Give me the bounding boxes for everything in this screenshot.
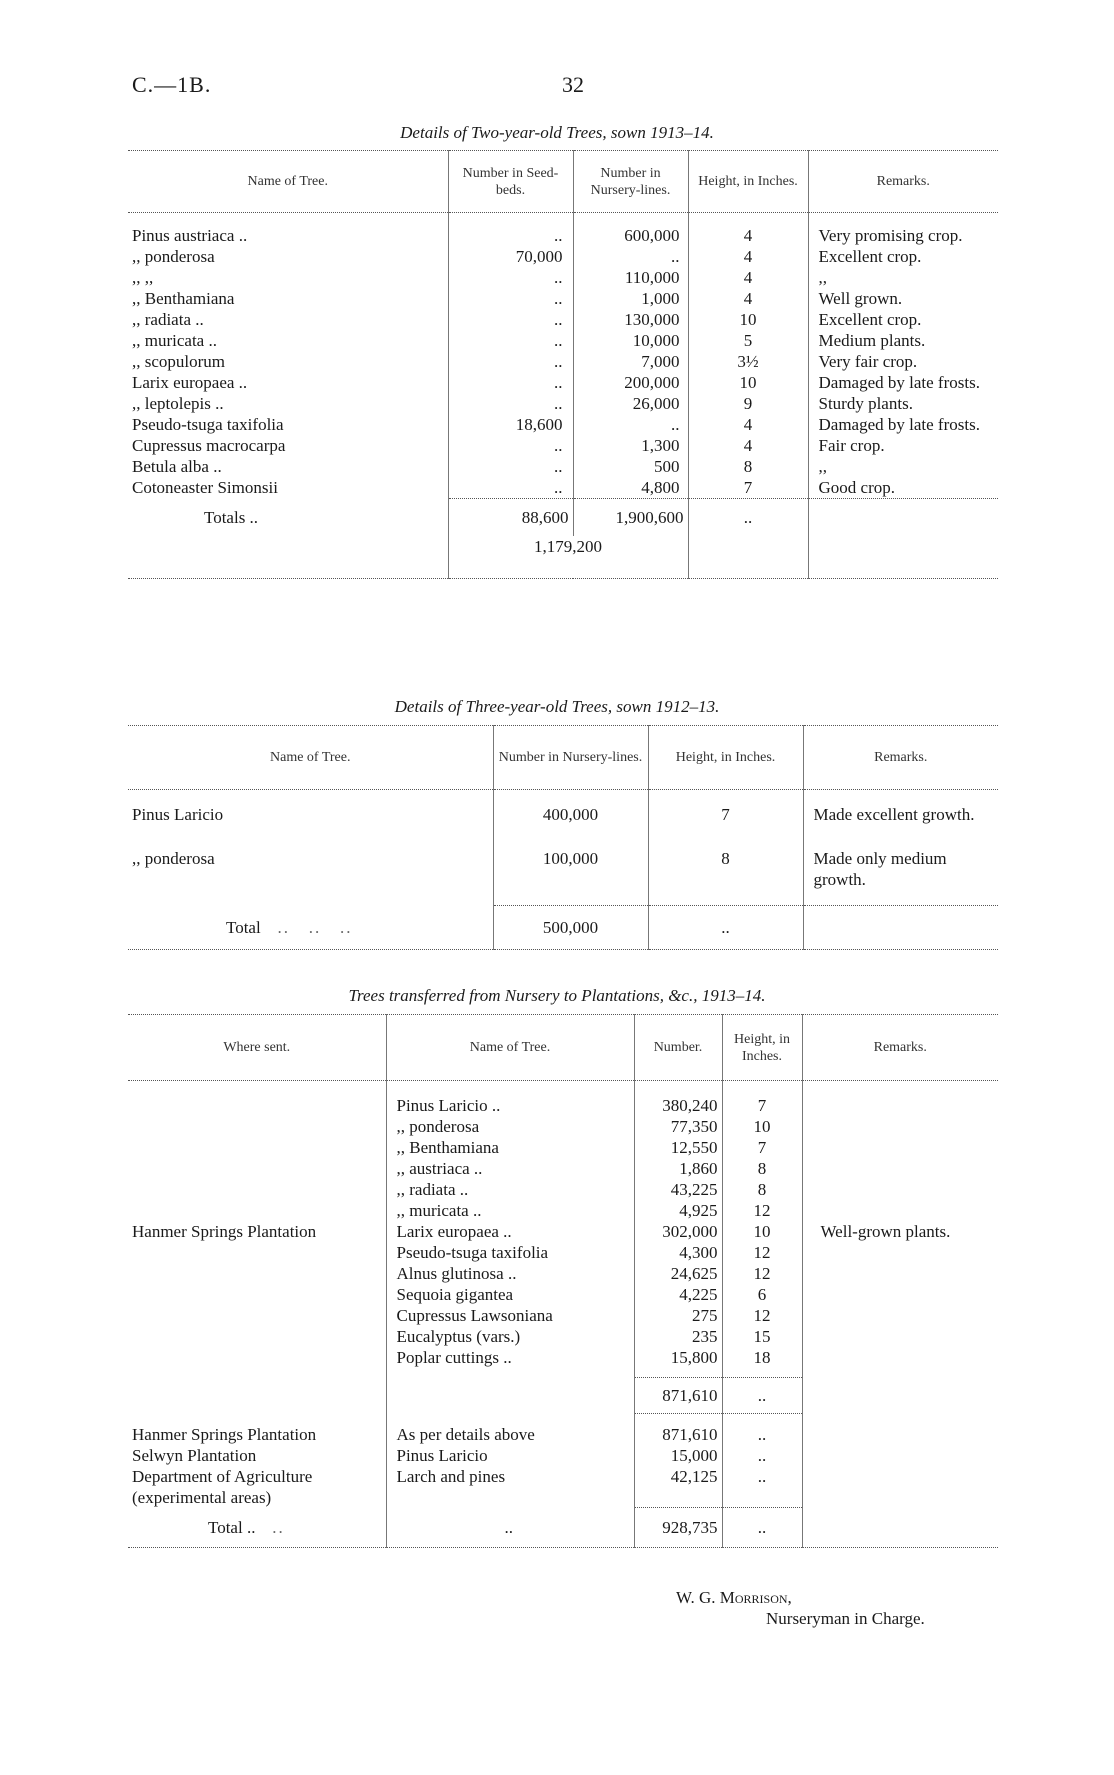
col-header-nursery-lines: Number in Nursery-lines.	[573, 151, 688, 213]
height-cell: 15	[722, 1326, 802, 1347]
table-row	[128, 288, 998, 309]
height-cell: 4	[688, 435, 808, 456]
tree-name-cell: ,, muricata ..	[386, 1200, 634, 1221]
height-cell: 4	[688, 414, 808, 435]
seed-beds-cell: ..	[448, 225, 573, 246]
total-label: Total ..	[208, 1517, 256, 1537]
remarks-cell: Excellent crop.	[808, 309, 998, 330]
height-cell: 6	[722, 1284, 802, 1305]
number-cell: 43,225	[634, 1179, 722, 1200]
where-sent-cell: Department of Agriculture (experimental areas)	[132, 1466, 313, 1507]
nursery-lines-cell: 600,000	[573, 225, 688, 246]
remarks-cell	[802, 1466, 998, 1508]
height-cell: 4	[688, 267, 808, 288]
col-header-where-sent: Where sent.	[223, 1040, 291, 1055]
height-cell: 3½	[688, 351, 808, 372]
nursery-lines-cell: 130,000	[573, 309, 688, 330]
tree-name-cell: Betula alba ..	[132, 456, 222, 476]
height-cell: 8	[688, 456, 808, 477]
table-row	[128, 1095, 998, 1116]
tree-name-cell: ,, Benthamiana	[386, 1137, 634, 1158]
where-sent-cell: Hanmer Springs Plantation	[132, 1221, 317, 1241]
number-cell: 24,625	[634, 1263, 722, 1284]
nursery-lines-cell: 7,000	[573, 351, 688, 372]
table-row	[128, 456, 998, 477]
seed-beds-cell: ..	[448, 477, 573, 499]
height-cell: 12	[722, 1242, 802, 1263]
trees-transferred-table: Where sent. Name of Tree. Number. Height, in Inches. Remarks. Hanmer Springs Plantation Pinus Laricio .. 380,240 7 Well-grown plants. ,, ponderosa 77,350 10 ,, Benthamiana 12,550 7 ,, austriaca .. 1,860 8 ,, radiata .. 43,225 8 ,, muricata .. 4,925 12 Larix europaea .. 302,000 10 Pseudo-tsuga taxifolia 4,300 12 Alnus glutinosa .. 24,625 12 Sequoia gigantea 4,225 6 Cupressus Lawsoniana 275 12 Eucalyptus (vars.) 235 15 Poplar cuttings .. 15,800 18 871,610 .. Hanmer Springs Plantation As per details above 871,610 .. Selwyn Plantation Pinus Laricio 15,000 .. Department of Agriculture (experimental areas) Larch and pines 42,125 .. Total .. .. .. 928,735 ..	[128, 1014, 998, 1548]
col-header-seed-beds: Number in Seed-beds.	[448, 151, 573, 213]
tree-name-cell: Pinus Laricio	[386, 1445, 634, 1466]
remarks-cell: Well grown.	[808, 288, 998, 309]
col-header-height: Height, in Inches.	[722, 1015, 802, 1081]
nursery-lines-cell: 400,000	[493, 804, 648, 848]
tree-name-cell: As per details above	[386, 1424, 634, 1445]
height-cell: 12	[722, 1263, 802, 1284]
height-cell: 8	[648, 848, 803, 892]
seed-beds-cell: ..	[448, 309, 573, 330]
totals-label: Totals ..	[204, 507, 259, 527]
totals-seed-beds: 88,600	[448, 498, 573, 536]
table-row	[128, 1445, 998, 1466]
three-year-old-trees-table: Name of Tree. Number in Nursery-lines. Height, in Inches. Remarks. Pinus Laricio 400,000 7 Made excellent growth. ,, ponderosa 100,000 8 Made only medium growth. Total .. .. .. 500,000 ..	[128, 725, 998, 950]
number-cell: 4,225	[634, 1284, 722, 1305]
number-cell: 235	[634, 1326, 722, 1347]
seed-beds-cell: ..	[448, 330, 573, 351]
tree-name-cell: Larix europaea ..	[132, 372, 248, 392]
nursery-lines-cell: 1,300	[573, 435, 688, 456]
seed-beds-cell: 70,000	[448, 246, 573, 267]
nursery-lines-cell: 4,800	[573, 477, 688, 499]
height-cell: 4	[688, 225, 808, 246]
table-row	[128, 804, 998, 848]
table-row	[128, 267, 998, 288]
table-row	[128, 477, 998, 499]
table2-caption: Details of Three-year-old Trees, sown 1912–13.	[394, 697, 720, 716]
table-row	[128, 435, 998, 456]
tree-name-cell: ,, ponderosa	[132, 246, 215, 266]
height-cell: 4	[688, 288, 808, 309]
tree-name-cell: ,, leptolepis ..	[132, 393, 224, 413]
tree-name-cell: Alnus glutinosa ..	[386, 1263, 634, 1284]
height-cell: 7	[722, 1137, 802, 1158]
nursery-lines-cell: 26,000	[573, 393, 688, 414]
nursery-lines-cell: ..	[573, 414, 688, 435]
total-height: ..	[722, 1508, 802, 1548]
tree-name-cell: Cotoneaster Simonsii	[132, 477, 278, 497]
remarks-cell: Made excellent growth.	[803, 804, 998, 848]
tree-name-cell: ,, muricata ..	[132, 330, 217, 350]
tree-name-cell: Sequoia gigantea	[386, 1284, 634, 1305]
tree-name-cell: Pseudo-tsuga taxifolia	[386, 1242, 634, 1263]
number-cell: 302,000	[634, 1221, 722, 1242]
height-cell: 4	[688, 246, 808, 267]
seed-beds-cell: ..	[448, 372, 573, 393]
tree-name-cell: Eucalyptus (vars.)	[386, 1326, 634, 1347]
tree-name-cell: Pseudo-tsuga taxifolia	[132, 414, 284, 434]
height-cell: 12	[722, 1200, 802, 1221]
height-cell: ..	[722, 1466, 802, 1508]
table3-caption: Trees transferred from Nursery to Plantations, &c., 1913–14.	[348, 986, 766, 1005]
remarks-cell: Damaged by late frosts.	[808, 372, 998, 393]
table1-caption: Details of Two-year-old Trees, sown 1913–14.	[400, 123, 714, 142]
height-cell: 7	[722, 1095, 802, 1116]
remarks-cell: ,,	[808, 456, 998, 477]
seed-beds-cell: ..	[448, 456, 573, 477]
height-cell: 10	[722, 1116, 802, 1137]
number-cell: 275	[634, 1305, 722, 1326]
remarks-cell: Very fair crop.	[808, 351, 998, 372]
tree-name-cell: Pinus Laricio	[132, 804, 224, 824]
totals-grand: 1,179,200	[448, 536, 688, 578]
number-cell: 77,350	[634, 1116, 722, 1137]
number-cell: 15,800	[634, 1347, 722, 1368]
col-header-height: Height, in Inches.	[648, 726, 803, 790]
number-cell: 15,000	[634, 1445, 722, 1466]
where-sent-cell: Hanmer Springs Plantation	[132, 1424, 317, 1444]
tree-name-cell: ,, ponderosa	[386, 1116, 634, 1137]
tree-name-cell: ,, Benthamiana	[132, 288, 235, 308]
seed-beds-cell: 18,600	[448, 414, 573, 435]
subtotal-height: ..	[722, 1378, 802, 1414]
col-header-remarks: Remarks.	[802, 1015, 998, 1081]
col-header-height: Height, in Inches.	[688, 151, 808, 213]
tree-name-cell: ,, scopulorum	[132, 351, 226, 371]
tree-name-cell: Cupressus macrocarpa	[132, 435, 286, 455]
number-cell: 4,925	[634, 1200, 722, 1221]
table-row	[128, 351, 998, 372]
nursery-lines-cell: 10,000	[573, 330, 688, 351]
height-cell: 7	[688, 477, 808, 499]
seed-beds-cell: ..	[448, 435, 573, 456]
nursery-lines-cell: 100,000	[493, 848, 648, 892]
remarks-cell: Excellent crop.	[808, 246, 998, 267]
seed-beds-cell: ..	[448, 267, 573, 288]
remarks-cell: ,,	[808, 267, 998, 288]
signature-name: W. G. Morrison,	[676, 1588, 792, 1607]
seed-beds-cell: ..	[448, 288, 573, 309]
height-cell: 10	[722, 1221, 802, 1242]
remarks-cell	[802, 1424, 998, 1445]
height-cell: ..	[722, 1445, 802, 1466]
document-reference: C.—1B.	[132, 72, 212, 97]
table-row	[128, 330, 998, 351]
table-row	[128, 1424, 998, 1445]
col-header-nursery-lines: Number in Nursery-lines.	[493, 726, 648, 790]
col-header-name: Name of Tree.	[270, 750, 351, 765]
where-sent-cell: Selwyn Plantation	[132, 1445, 257, 1465]
remarks-cell: Fair crop.	[808, 435, 998, 456]
col-header-name: Name of Tree.	[386, 1015, 634, 1081]
nursery-lines-cell: 500	[573, 456, 688, 477]
tree-name-cell: Pinus austriaca ..	[132, 225, 248, 245]
totals-height: ..	[688, 498, 808, 536]
two-year-old-trees-table	[128, 150, 998, 579]
table-row	[128, 372, 998, 393]
height-cell: 5	[688, 330, 808, 351]
tree-name-cell: Cupressus Lawsoniana	[386, 1305, 634, 1326]
col-header-name: Name of Tree.	[247, 174, 328, 189]
total-number: 500,000	[493, 906, 648, 950]
height-cell: 7	[648, 804, 803, 848]
tree-name-cell: ,, ponderosa	[132, 848, 215, 868]
number-cell: 42,125	[634, 1466, 722, 1508]
page-number: 32	[562, 72, 584, 97]
total-label: Total	[226, 917, 261, 937]
table-row	[128, 225, 998, 246]
tree-name-cell: ,, radiata ..	[132, 309, 204, 329]
height-cell: 8	[722, 1158, 802, 1179]
remarks-cell: Very promising crop.	[808, 225, 998, 246]
total-name: ..	[386, 1508, 634, 1548]
col-header-remarks: Remarks.	[808, 151, 998, 213]
remarks-cell	[802, 1445, 998, 1466]
tree-name-cell: Larch and pines	[386, 1466, 634, 1508]
height-cell: 8	[722, 1179, 802, 1200]
remarks-cell: Made only medium growth.	[803, 848, 998, 892]
tree-name-cell: Larix europaea ..	[386, 1221, 634, 1242]
tree-name-cell: ,, ,,	[132, 267, 154, 287]
remarks-cell: Well-grown plants.	[802, 1095, 998, 1368]
height-cell: 12	[722, 1305, 802, 1326]
remarks-cell: Damaged by late frosts.	[808, 414, 998, 435]
height-cell: 10	[688, 309, 808, 330]
remarks-cell: Sturdy plants.	[808, 393, 998, 414]
number-cell: 871,610	[634, 1424, 722, 1445]
number-cell: 12,550	[634, 1137, 722, 1158]
height-cell: 10	[688, 372, 808, 393]
remarks-cell: Good crop.	[808, 477, 998, 499]
height-cell: 9	[688, 393, 808, 414]
signature-title: Nurseryman in Charge.	[766, 1609, 925, 1628]
height-cell: 18	[722, 1347, 802, 1368]
total-height: ..	[648, 906, 803, 950]
table-row	[128, 1466, 998, 1508]
table-row	[128, 246, 998, 267]
tree-name-cell: ,, radiata ..	[386, 1179, 634, 1200]
seed-beds-cell: ..	[448, 393, 573, 414]
number-cell: 4,300	[634, 1242, 722, 1263]
table-row	[128, 414, 998, 435]
table-row	[128, 309, 998, 330]
seed-beds-cell: ..	[448, 351, 573, 372]
number-cell: 380,240	[634, 1095, 722, 1116]
table-row	[128, 393, 998, 414]
number-cell: 1,860	[634, 1158, 722, 1179]
table-row	[128, 848, 998, 892]
height-cell: ..	[722, 1424, 802, 1445]
col-header-remarks: Remarks.	[803, 726, 998, 790]
remarks-cell: Medium plants.	[808, 330, 998, 351]
nursery-lines-cell: 200,000	[573, 372, 688, 393]
nursery-lines-cell: ..	[573, 246, 688, 267]
nursery-lines-cell: 110,000	[573, 267, 688, 288]
tree-name-cell: Pinus Laricio ..	[386, 1095, 634, 1116]
col-header-number: Number.	[634, 1015, 722, 1081]
nursery-lines-cell: 1,000	[573, 288, 688, 309]
totals-nursery-lines: 1,900,600	[573, 498, 688, 536]
tree-name-cell: ,, austriaca ..	[386, 1158, 634, 1179]
total-number: 928,735	[634, 1508, 722, 1548]
subtotal-number: 871,610	[634, 1378, 722, 1414]
tree-name-cell: Poplar cuttings ..	[386, 1347, 634, 1368]
